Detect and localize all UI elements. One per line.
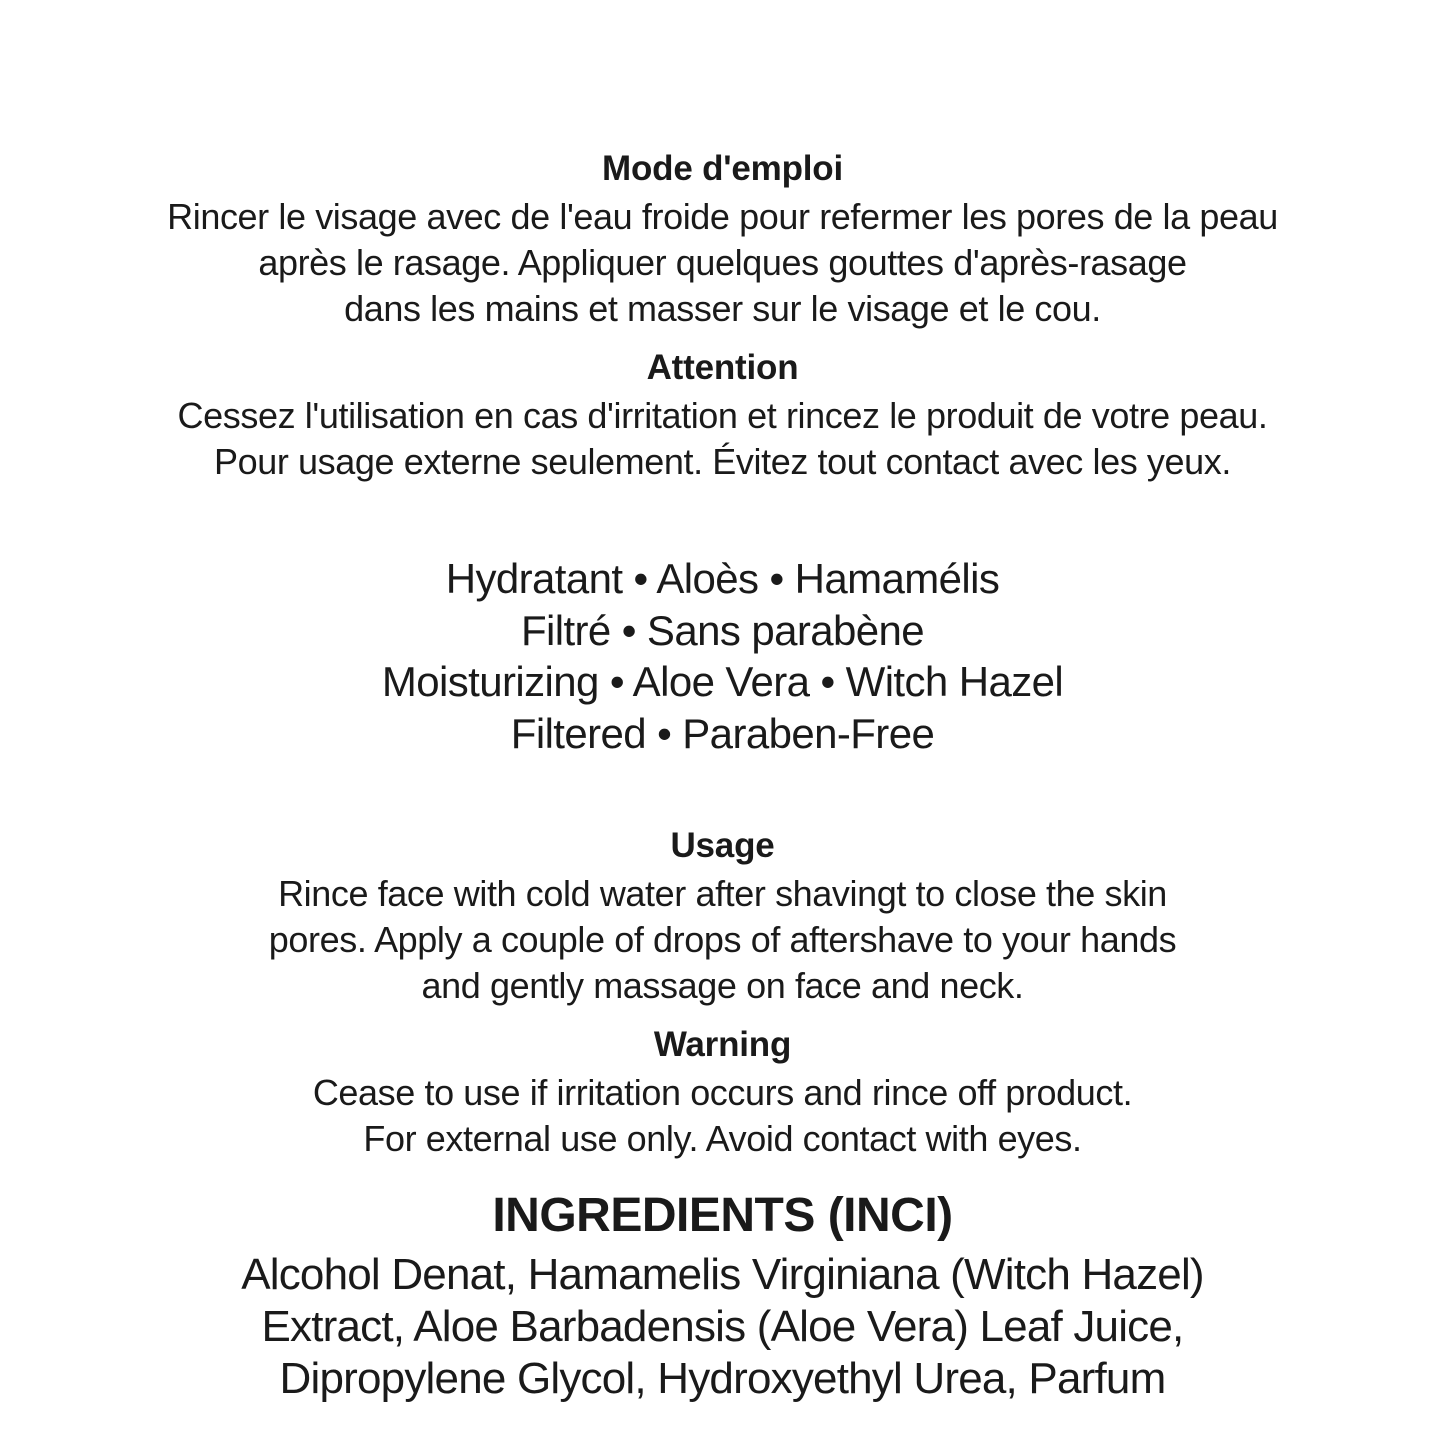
usage-body [269,871,1176,1009]
feature-line: Moisturizing • Aloe Vera • Witch Hazel [381,658,1064,706]
attention-body [178,393,1268,485]
mode-emploi-line: dans les mains et masser sur le visage et le cou. [344,288,1101,330]
usage-line: pores. Apply a couple of drops of aftershave to your hands [268,919,1177,961]
ingredients-body [241,1249,1204,1405]
ingredients-line: Extract, Aloe Barbadensis (Aloe Vera) Leaf Juice, [261,1302,1184,1352]
feature-line: Filtré • Sans parabène [520,606,925,654]
ingredients-line: Alcohol Denat, Hamamelis Virginiana (Witch Hazel) [241,1250,1204,1300]
usage-heading: Usage [670,826,775,866]
mode-emploi-line: Rincer le visage avec de l'eau froide pour refermer les pores de la peau [167,196,1278,238]
mode-emploi-body [167,194,1278,332]
usage-line: Rince face with cold water after shavingt to close the skin [278,873,1167,915]
mode-emploi-heading: Mode d'emploi [602,149,843,188]
warning-line: Cease to use if irritation occurs and rince off product. [312,1072,1133,1114]
warning-body [313,1070,1132,1162]
ingredients-line: Dipropylene Glycol, Hydroxyethyl Urea, Parfum [279,1354,1166,1404]
feature-list [382,553,1063,760]
warning-heading: Warning [653,1025,792,1065]
feature-line: Hydratant • Aloès • Hamamélis [445,554,1000,602]
warning-line: For external use only. Avoid contact with eyes. [363,1118,1082,1160]
attention-heading: Attention [646,348,799,387]
usage-line: and gently massage on face and neck. [421,965,1024,1007]
feature-line: Filtered • Paraben-Free [510,709,935,757]
attention-line: Cessez l'utilisation en cas d'irritation et rincez le produit de votre peau. [177,395,1268,437]
mode-emploi-line: après le rasage. Appliquer quelques gouttes d'après-rasage [258,242,1187,284]
ingredients-heading: INGREDIENTS (INCI) [492,1188,953,1242]
attention-line: Pour usage externe seulement. Évitez tout contact avec les yeux. [214,441,1231,483]
